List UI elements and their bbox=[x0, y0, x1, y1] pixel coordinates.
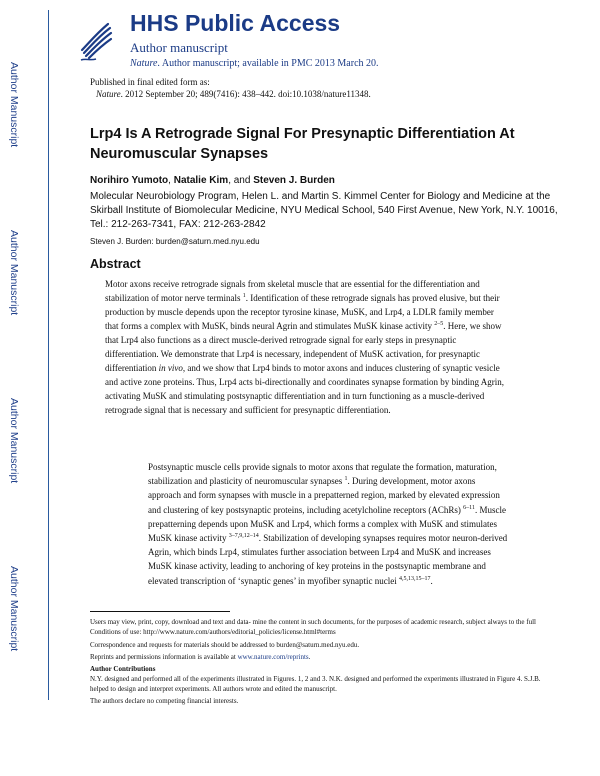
sidebar-label-author-manuscript: Author Manuscript bbox=[8, 230, 20, 316]
sidebar-label-author-manuscript: Author Manuscript bbox=[8, 566, 20, 652]
body-segment: . Muscle prepatterning depends upon MuSK and Lrp4, which forms a complex with MuSK and stimulates MuSK kinase activity bbox=[148, 504, 506, 544]
body-segment: Postsynaptic muscle cells provide signals to motor axons that regulate the formation, maturation, stabilization and plasticity of neuromuscular synapses bbox=[148, 462, 497, 487]
citation-line bbox=[96, 89, 371, 99]
author-list bbox=[90, 175, 570, 186]
sidebar-divider bbox=[48, 10, 49, 700]
author-separator: , and bbox=[228, 175, 254, 186]
article-title: Lrp4 Is A Retrograde Signal For Presynaptic Differentiation At Neuromuscular Synapses bbox=[90, 126, 515, 162]
abstract-text bbox=[105, 277, 505, 417]
author-separator: , bbox=[168, 175, 174, 186]
competing-interests: The authors declare no competing financial interests. bbox=[90, 697, 239, 705]
corresponding-email: Steven J. Burden: burden@saturn.med.nyu.edu bbox=[90, 237, 260, 246]
contributions-heading: Author Contributions bbox=[90, 665, 156, 673]
reprints-text: Reprints and permissions information is available at bbox=[90, 653, 238, 661]
reference-superscript[interactable]: 3–7,9,12–14 bbox=[228, 533, 259, 540]
sidebar-label-author-manuscript: Author Manuscript bbox=[8, 62, 20, 148]
hhs-public-access-title: HHS Public Access bbox=[130, 10, 341, 36]
reference-superscript[interactable]: 6–11 bbox=[463, 504, 475, 511]
footnote-correspondence: Correspondence and requests for materials should be addressed to burden@saturn.med.nyu.edu. bbox=[90, 641, 360, 649]
body-paragraph bbox=[148, 460, 508, 588]
abstract-segment: Motor axons receive retrograde signals from skeletal muscle that are essential for the differentiation and stabilization of motor nerve terminals bbox=[105, 279, 480, 303]
body-segment: . During development, motor axons approach and form synapses with muscle in a prepatterned region, marked by elevated expression and clustering of key postsynaptic proteins, including acetylcholine receptors (AChRs) bbox=[148, 476, 500, 515]
author-name: Steven J. Burden bbox=[253, 175, 335, 186]
footnote-reprints bbox=[90, 653, 560, 663]
availability-text: . Author manuscript; available in PMC 2013 March 20. bbox=[157, 58, 379, 69]
published-label: Published in final edited form as: bbox=[90, 77, 210, 87]
abstract-segment: . Identification of these retrograde signals has proved elusive, but their production by muscle depends upon the receptor tyrosine kinase, MuSK, and Lrp4, a LDLR family member that forms a complex with MuSK, binds neural Agrin and stimulates MuSK kinase activity bbox=[105, 293, 500, 331]
author-name: Natalie Kim bbox=[173, 175, 229, 186]
abstract-segment: , and we show that Lrp4 binds to motor axons and induces clustering of synaptic vesicle and active zone proteins. Thus, Lrp4 acts bi-directionally and coordinates synapse formation by binding Agrin, activating MuSK and stimulating postsynaptic differentiation and in turn functioning as a muscle-derived retrograde signal that is necessary and sufficient for presynaptic differentiation. bbox=[105, 363, 504, 415]
availability-line bbox=[130, 58, 379, 69]
sidebar-label-author-manuscript: Author Manuscript bbox=[8, 398, 20, 484]
abstract-segment-italic: in vivo bbox=[158, 363, 183, 373]
body-segment: . bbox=[430, 575, 433, 586]
reference-superscript[interactable]: 1 bbox=[242, 293, 246, 299]
citation-journal: Nature bbox=[96, 89, 121, 99]
reference-superscript[interactable]: 4,5,13,15–17 bbox=[399, 575, 431, 582]
footnote-divider bbox=[90, 611, 230, 612]
contributions-text: N.Y. designed and performed all of the experiments illustrated in Figures. 1, 2 and 3. N.K. designed and performed the experiments illustrated in Figure 4. S.J.B. helped to design and interpret experiments. All authors wrote and edited the manuscript. bbox=[90, 675, 541, 693]
citation-details: . 2012 September 20; 489(7416): 438–442. doi:10.1038/nature11348. bbox=[120, 89, 371, 99]
reference-superscript[interactable]: 2–5 bbox=[434, 321, 444, 327]
reference-superscript[interactable]: 1 bbox=[344, 476, 348, 483]
reprints-end: . bbox=[308, 653, 311, 661]
reprints-link[interactable]: www.nature.com/reprints bbox=[237, 653, 309, 661]
abstract-heading: Abstract bbox=[90, 257, 141, 271]
abstract-segment: . Here, we show that Lrp4 also functions as a direct muscle-derived retrograde signal for early steps in presynaptic differentiation. We demonstrate that Lrp4 is necessary, independent of MuSK activation, for presynaptic differentiation bbox=[105, 321, 502, 373]
hhs-eagle-logo-icon bbox=[78, 20, 114, 62]
journal-name: Nature bbox=[130, 58, 158, 69]
body-segment: . Stabilization of developing synapses requires motor neuron-derived Agrin, which binds Lrp4, stimulates further association between Lrp4 and MuSK and increases MuSK kinase activity, leading to anchoring of key proteins in the postsynaptic membrane and elevated transcription of ‘synaptic genes’ in myofiber synaptic nuclei bbox=[148, 533, 508, 586]
author-name: Norihiro Yumoto bbox=[90, 175, 169, 186]
footnote-terms: Users may view, print, copy, download and text and data- mine the content in such documents, for the purposes of academic research, subject always to the full Conditions of use: http://www.nature.com/authors/editorial_policies/license.html#terms bbox=[90, 618, 536, 636]
author-manuscript-subtitle: Author manuscript bbox=[130, 40, 228, 55]
affiliation: Molecular Neurobiology Program, Helen L. and Martin S. Kimmel Center for Biology and Medicine at the Skirball Institute of Biomolecular Medicine, NYU Medical School, 540 First Avenue, New York, N.Y. 10016, Tel.: 212-263-7341, FAX: 212-263-2842 bbox=[90, 191, 558, 230]
